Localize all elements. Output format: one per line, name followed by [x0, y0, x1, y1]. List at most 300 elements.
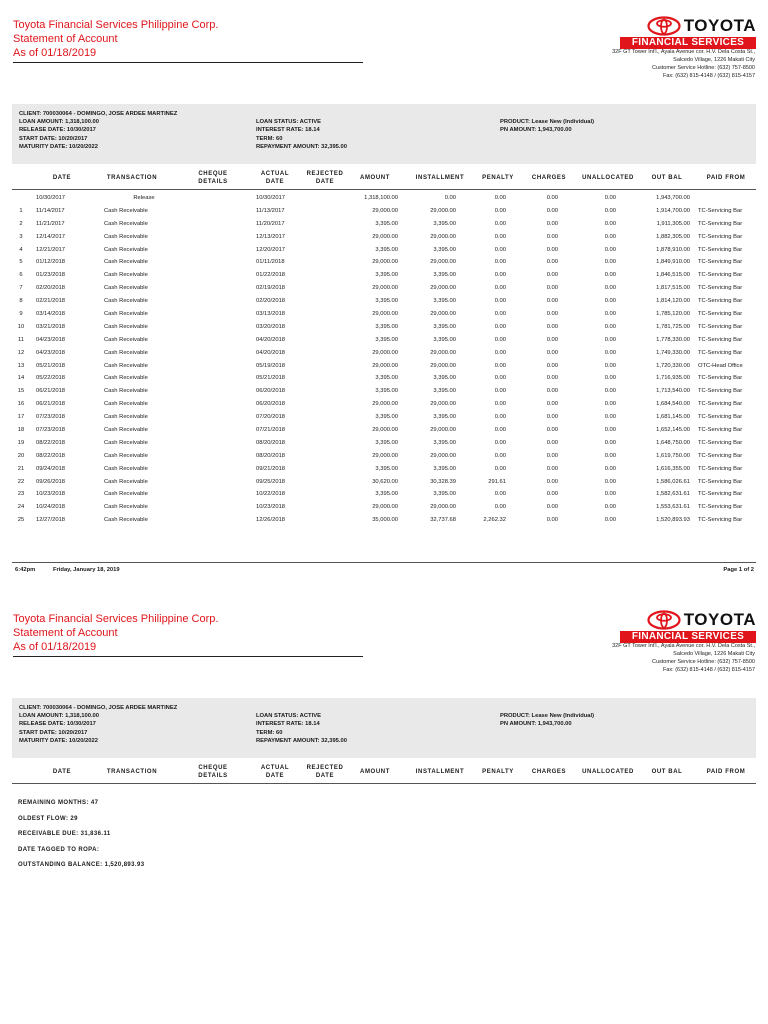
row-date: 09/26/2018 [36, 478, 66, 485]
row-installment: 3,395.00 [433, 298, 456, 305]
row-actual-date: 11/13/2017 [256, 207, 285, 214]
row-transaction: Cash Receivable [104, 362, 148, 369]
row-paid-from: TC-Servicing Bar [698, 285, 743, 292]
row-out-bal: 1,684,540.00 [656, 401, 690, 408]
row-penalty: 0.00 [494, 439, 506, 446]
row-number: 22 [17, 478, 25, 485]
row-actual-date: 10/30/2017 [256, 195, 286, 201]
row-transaction: Cash Receivable [104, 414, 148, 421]
row-out-bal: 1,652,145.00 [656, 427, 690, 434]
row-out-bal: 1,616,355.00 [656, 465, 690, 472]
row-number: 17 [17, 414, 25, 421]
row-actual-date: 10/22/2018 [256, 491, 286, 498]
row-out-bal: 1,814,120.00 [656, 298, 690, 305]
row-unallocated: 0.00 [604, 439, 616, 446]
date-tagged-to-ropa: DATE TAGGED TO ROPA: [18, 846, 100, 853]
row-transaction: Cash Receivable [104, 336, 148, 343]
table-row [12, 218, 756, 231]
row-installment: 3,395.00 [433, 439, 456, 446]
row-out-bal: 1,713,540.00 [656, 388, 690, 395]
row-actual-date: 12/13/2017 [256, 233, 286, 240]
table-row [12, 476, 756, 489]
row-actual-date: 04/20/2018 [256, 349, 286, 356]
row-amount: 30,620.00 [372, 478, 398, 485]
col-cheque-details: CHEQUE DETAILS [198, 171, 228, 185]
col-transaction: TRANSACTION [106, 769, 158, 775]
row-unallocated: 0.00 [604, 362, 616, 369]
row-out-bal: 1,849,910.00 [656, 259, 690, 266]
row-penalty: 291.61 [488, 478, 506, 485]
row-actual-date: 03/20/2018 [256, 323, 286, 330]
row-amount: 3,395.00 [375, 220, 398, 227]
repayment-amount: REPAYMENT AMOUNT: 32,395.00 [256, 737, 347, 744]
row-installment: 29,000.00 [430, 504, 456, 511]
col-paid-from: PAID FROM [706, 175, 746, 181]
col-installment: INSTALLMENT [415, 175, 465, 181]
row-amount: 3,395.00 [375, 336, 398, 343]
row-penalty: 0.00 [494, 504, 506, 511]
row-unallocated: 0.00 [604, 465, 616, 472]
row-actual-date: 06/20/2018 [256, 401, 286, 408]
row-date: 11/21/2017 [36, 220, 65, 227]
row-number: 8 [19, 298, 23, 305]
row-date: 06/21/2018 [36, 401, 66, 408]
row-date: 07/23/2018 [36, 414, 66, 421]
document-title: Statement of Account [13, 627, 118, 639]
row-number: 18 [17, 427, 25, 434]
row-out-bal: 1,878,910.00 [656, 246, 690, 253]
col-date: DATE [52, 769, 72, 775]
row-transaction: Cash Receivable [104, 298, 148, 305]
row-charges: 0.00 [546, 259, 558, 266]
row-actual-date: 09/25/2018 [256, 478, 286, 485]
toyota-emblem-icon [647, 610, 681, 630]
row-penalty: 0.00 [494, 465, 506, 472]
row-penalty: 0.00 [494, 323, 506, 330]
row-paid-from: TC-Servicing Bar [698, 323, 743, 330]
address-line: 32F GT Tower Int'l., Ayala Avenue cor. H.V. Dela Costa St., [612, 49, 755, 55]
row-number: 19 [17, 439, 25, 446]
row-paid-from: TC-Servicing Bar [698, 246, 743, 253]
row-charges: 0.00 [546, 491, 558, 498]
row-amount: 29,000.00 [372, 401, 398, 408]
row-amount: 29,000.00 [372, 207, 398, 214]
row-paid-from: TC-Servicing Bar [698, 504, 743, 511]
row-charges: 0.00 [546, 388, 558, 395]
row-number: 2 [19, 220, 23, 227]
col-unallocated: UNALLOCATED [582, 769, 634, 775]
row-paid-from: TC-Servicing Bar [698, 259, 743, 266]
col-cheque-details: CHEQUE DETAILS [198, 765, 228, 779]
table-row [12, 244, 756, 257]
row-penalty: 0.00 [494, 349, 506, 356]
row-actual-date: 04/20/2018 [256, 336, 286, 343]
interest-rate: INTEREST RATE: 18.14 [256, 127, 320, 134]
account-summary [18, 800, 144, 878]
row-out-bal: 1,681,145.00 [656, 414, 690, 421]
row-penalty: 0.00 [494, 233, 506, 240]
row-penalty: 0.00 [494, 195, 506, 201]
row-paid-from: TC-Servicing Bar [698, 272, 743, 279]
row-number: 14 [17, 375, 25, 382]
row-date: 07/23/2018 [36, 427, 66, 434]
row-amount: 3,395.00 [375, 298, 398, 305]
row-charges: 0.00 [546, 375, 558, 382]
address-line: Salcedo Village, 1226 Makati City [673, 57, 755, 63]
pn-amount: PN AMOUNT: 1,943,700.00 [500, 127, 572, 134]
fax: Fax: (632) 815-4148 / (632) 815-4157 [662, 73, 755, 79]
table-row [12, 334, 756, 347]
row-unallocated: 0.00 [604, 285, 616, 292]
print-date: Friday, January 18, 2019 [53, 567, 120, 573]
row-date: 11/14/2017 [36, 207, 65, 214]
row-date: 10/23/2018 [36, 491, 66, 498]
row-paid-from: TC-Servicing Bar [698, 491, 743, 498]
row-amount: 3,395.00 [375, 414, 398, 421]
row-amount: 3,395.00 [375, 388, 398, 395]
row-number: 4 [19, 246, 23, 253]
loan-amount: LOAN AMOUNT: 1,318,100.00 [19, 119, 100, 126]
row-unallocated: 0.00 [604, 427, 616, 434]
row-charges: 0.00 [546, 452, 558, 459]
row-out-bal: 1,648,750.00 [656, 439, 690, 446]
row-out-bal: 1,882,305.00 [656, 233, 690, 240]
toyota-logo [620, 16, 756, 48]
row-transaction: Cash Receivable [104, 388, 148, 395]
table-row [12, 398, 756, 411]
hotline: Customer Service Hotline: (632) 757-8500 [651, 659, 755, 665]
row-out-bal: 1,785,120.00 [656, 311, 690, 318]
row-installment: 3,395.00 [433, 323, 456, 330]
col-penalty: PENALTY [482, 769, 514, 775]
row-installment: 3,395.00 [433, 491, 456, 498]
row-out-bal: 1,846,515.00 [656, 272, 690, 279]
row-actual-date: 08/20/2018 [256, 452, 286, 459]
row-out-bal: 1,749,330.00 [656, 349, 690, 356]
row-date: 12/21/2017 [36, 246, 66, 253]
table-row [12, 347, 756, 360]
title-block [13, 612, 363, 657]
table-row [12, 501, 756, 514]
row-date: 10/30/2017 [36, 195, 66, 201]
col-out-bal: OUT BAL [651, 769, 683, 775]
row-date: 01/23/2018 [36, 272, 66, 279]
row-unallocated: 0.00 [604, 414, 616, 421]
row-penalty: 0.00 [494, 401, 506, 408]
row-installment: 29,000.00 [430, 427, 456, 434]
product: PRODUCT: Lease New (Individual) [500, 119, 595, 126]
row-paid-from: TC-Servicing Bar [698, 311, 743, 318]
row-amount: 29,000.00 [372, 285, 398, 292]
client-info-box [12, 104, 756, 164]
row-amount: 29,000.00 [372, 362, 398, 369]
logo-subtitle: FINANCIAL SERVICES [620, 37, 756, 49]
table-row [12, 488, 756, 501]
row-out-bal: 1,619,750.00 [656, 452, 690, 459]
remaining-months: REMAINING MONTHS: 47 [18, 800, 99, 806]
row-amount: 3,395.00 [375, 246, 398, 253]
col-date: DATE [52, 175, 72, 181]
row-penalty: 0.00 [494, 491, 506, 498]
col-penalty: PENALTY [482, 175, 514, 181]
row-installment: 29,000.00 [430, 452, 456, 459]
row-number: 23 [17, 491, 25, 498]
row-amount: 3,395.00 [375, 323, 398, 330]
row-installment: 29,000.00 [430, 311, 456, 318]
col-out-bal: OUT BAL [651, 175, 683, 181]
row-charges: 0.00 [546, 336, 558, 343]
table-row [12, 282, 756, 295]
col-actual-date: ACTUAL DATE [260, 171, 290, 185]
row-date: 05/22/2018 [36, 375, 66, 382]
row-number: 13 [17, 362, 25, 369]
row-number: 25 [17, 517, 25, 524]
col-amount: AMOUNT [360, 769, 390, 775]
row-out-bal: 1,911,305.00 [656, 220, 690, 227]
row-number: 16 [17, 401, 25, 408]
row-transaction: Release [133, 195, 155, 201]
address-line: Salcedo Village, 1226 Makati City [673, 651, 755, 657]
row-date: 03/21/2018 [36, 323, 66, 330]
row-transaction: Cash Receivable [104, 259, 148, 266]
row-actual-date: 12/26/2018 [256, 517, 286, 524]
row-paid-from: TC-Servicing Bar [698, 298, 743, 305]
row-installment: 0.00 [444, 195, 456, 201]
row-unallocated: 0.00 [604, 272, 616, 279]
release-date: RELEASE DATE: 10/30/2017 [19, 721, 96, 728]
row-installment: 3,395.00 [433, 465, 456, 472]
row-installment: 32,737.68 [430, 517, 456, 524]
row-number: 10 [17, 323, 25, 330]
row-installment: 3,395.00 [433, 220, 456, 227]
row-unallocated: 0.00 [604, 401, 616, 408]
maturity-date: MATURITY DATE: 10/20/2022 [19, 737, 98, 744]
row-unallocated: 0.00 [604, 311, 616, 318]
row-unallocated: 0.00 [604, 207, 616, 214]
table-row [12, 205, 756, 218]
row-charges: 0.00 [546, 298, 558, 305]
row-actual-date: 03/13/2018 [256, 311, 286, 318]
row-actual-date: 09/21/2018 [256, 465, 286, 472]
row-out-bal: 1,582,631.61 [656, 491, 690, 498]
row-actual-date: 02/19/2018 [256, 285, 286, 292]
row-actual-date: 01/22/2018 [256, 272, 286, 279]
row-date: 03/14/2018 [36, 311, 66, 318]
loan-amount: LOAN AMOUNT: 1,318,100.00 [19, 713, 100, 720]
row-out-bal: 1,778,330.00 [656, 336, 690, 343]
row-installment: 3,395.00 [433, 246, 456, 253]
row-paid-from: TC-Servicing Bar [698, 349, 743, 356]
company-name: Toyota Financial Services Philippine Corp. [13, 613, 219, 625]
table-row [12, 360, 756, 373]
table-header [12, 166, 756, 190]
row-penalty: 0.00 [494, 272, 506, 279]
pn-amount: PN AMOUNT: 1,943,700.00 [500, 721, 572, 728]
row-transaction: Cash Receivable [104, 504, 148, 511]
row-charges: 0.00 [546, 311, 558, 318]
company-address [612, 642, 755, 674]
oldest-flow: OLDEST FLOW: 29 [18, 815, 78, 822]
row-transaction: Cash Receivable [104, 517, 148, 524]
row-penalty: 0.00 [494, 207, 506, 214]
row-amount: 1,318,100.00 [364, 195, 398, 201]
row-charges: 0.00 [546, 401, 558, 408]
row-installment: 29,000.00 [430, 207, 456, 214]
row-penalty: 0.00 [494, 452, 506, 459]
row-date: 08/22/2018 [36, 439, 66, 446]
row-unallocated: 0.00 [604, 233, 616, 240]
table-row [12, 295, 756, 308]
table-row [12, 256, 756, 269]
row-amount: 29,000.00 [372, 452, 398, 459]
row-charges: 0.00 [546, 323, 558, 330]
row-unallocated: 0.00 [604, 195, 616, 201]
row-actual-date: 01/11/2018 [256, 259, 285, 266]
page-number: Page 1 of 2 [723, 567, 754, 573]
term: TERM: 60 [256, 135, 283, 142]
row-date: 09/24/2018 [36, 465, 66, 472]
row-installment: 29,000.00 [430, 259, 456, 266]
row-date: 06/21/2018 [36, 388, 66, 395]
product: PRODUCT: Lease New (Individual) [500, 713, 595, 720]
row-out-bal: 1,720,330.00 [656, 362, 690, 369]
row-charges: 0.00 [546, 246, 558, 253]
row-actual-date: 11/20/2017 [256, 220, 285, 227]
start-date: START DATE: 10/20/2017 [19, 135, 88, 142]
col-actual-date: ACTUAL DATE [260, 765, 290, 779]
row-charges: 0.00 [546, 285, 558, 292]
row-number: 24 [17, 504, 25, 511]
row-installment: 30,328.39 [430, 478, 456, 485]
row-paid-from: TC-Servicing Bar [698, 478, 743, 485]
row-charges: 0.00 [546, 272, 558, 279]
row-unallocated: 0.00 [604, 517, 616, 524]
table-row [12, 192, 756, 205]
col-unallocated: UNALLOCATED [582, 175, 634, 181]
row-unallocated: 0.00 [604, 323, 616, 330]
row-paid-from: TC-Servicing Bar [698, 452, 743, 459]
row-unallocated: 0.00 [604, 246, 616, 253]
row-out-bal: 1,520,893.93 [656, 517, 690, 524]
table-row [12, 385, 756, 398]
row-installment: 29,000.00 [430, 349, 456, 356]
row-paid-from: TC-Servicing Bar [698, 207, 743, 214]
client-name: CLIENT: 700030064 - DOMINGO, JOSE ARDEE MARTINEZ [19, 111, 178, 117]
row-unallocated: 0.00 [604, 259, 616, 266]
start-date: START DATE: 10/20/2017 [19, 729, 88, 736]
row-actual-date: 06/20/2018 [256, 388, 286, 395]
row-amount: 29,000.00 [372, 233, 398, 240]
row-paid-from: TC-Servicing Bar [698, 220, 743, 227]
company-name: Toyota Financial Services Philippine Corp. [13, 19, 219, 31]
row-actual-date: 02/20/2018 [256, 298, 286, 305]
row-transaction: Cash Receivable [104, 285, 148, 292]
row-actual-date: 08/20/2018 [256, 439, 286, 446]
col-rejected-date: REJECTED DATE [306, 171, 344, 185]
row-installment: 3,395.00 [433, 375, 456, 382]
row-date: 04/23/2018 [36, 349, 66, 356]
row-transaction: Cash Receivable [104, 272, 148, 279]
row-date: 01/12/2018 [36, 259, 66, 266]
row-penalty: 2,262.32 [483, 517, 506, 524]
row-date: 12/14/2017 [36, 233, 66, 240]
row-out-bal: 1,943,700.00 [656, 195, 690, 201]
row-paid-from: TC-Servicing Bar [698, 427, 743, 434]
row-transaction: Cash Receivable [104, 246, 148, 253]
row-number: 1 [19, 207, 23, 214]
row-penalty: 0.00 [494, 311, 506, 318]
row-number: 11 [17, 336, 25, 343]
row-unallocated: 0.00 [604, 349, 616, 356]
col-amount: AMOUNT [360, 175, 390, 181]
row-unallocated: 0.00 [604, 452, 616, 459]
row-transaction: Cash Receivable [104, 401, 148, 408]
col-charges: CHARGES [531, 175, 567, 181]
row-amount: 3,395.00 [375, 491, 398, 498]
col-transaction: TRANSACTION [106, 175, 158, 181]
row-date: 04/23/2018 [36, 336, 66, 343]
row-paid-from: TC-Servicing Bar [698, 517, 743, 524]
table-row [12, 514, 756, 527]
row-transaction: Cash Receivable [104, 452, 148, 459]
row-out-bal: 1,586,026.61 [656, 478, 690, 485]
print-time: 6:42pm [15, 567, 36, 573]
row-penalty: 0.00 [494, 414, 506, 421]
receivable-due: RECEIVABLE DUE: 31,836.11 [18, 831, 111, 837]
client-info-box [12, 698, 756, 758]
row-charges: 0.00 [546, 439, 558, 446]
row-unallocated: 0.00 [604, 298, 616, 305]
row-out-bal: 1,716,935.00 [656, 375, 690, 382]
row-transaction: Cash Receivable [104, 323, 148, 330]
row-installment: 29,000.00 [430, 233, 456, 240]
table-row [12, 231, 756, 244]
row-charges: 0.00 [546, 427, 558, 434]
table-row [12, 372, 756, 385]
row-transaction: Cash Receivable [104, 207, 148, 214]
transaction-rows [12, 192, 756, 527]
table-row [12, 308, 756, 321]
row-unallocated: 0.00 [604, 504, 616, 511]
row-penalty: 0.00 [494, 285, 506, 292]
row-amount: 29,000.00 [372, 427, 398, 434]
row-paid-from: TC-Servicing Bar [698, 401, 743, 408]
row-penalty: 0.00 [494, 427, 506, 434]
row-transaction: Cash Receivable [104, 427, 148, 434]
table-row [12, 321, 756, 334]
toyota-logo [620, 610, 756, 642]
table-row [12, 424, 756, 437]
row-paid-from: TC-Servicing Bar [698, 388, 743, 395]
row-penalty: 0.00 [494, 336, 506, 343]
row-actual-date: 12/20/2017 [256, 246, 286, 253]
row-unallocated: 0.00 [604, 220, 616, 227]
col-charges: CHARGES [531, 769, 567, 775]
row-amount: 29,000.00 [372, 311, 398, 318]
logo-wordmark: TOYOTA [683, 16, 756, 35]
interest-rate: INTEREST RATE: 18.14 [256, 721, 320, 728]
row-amount: 3,395.00 [375, 439, 398, 446]
table-header [12, 760, 756, 784]
row-transaction: Cash Receivable [104, 349, 148, 356]
row-charges: 0.00 [546, 414, 558, 421]
row-out-bal: 1,781,725.00 [656, 323, 690, 330]
address-line: 32F GT Tower Int'l., Ayala Avenue cor. H.V. Dela Costa St., [612, 643, 755, 649]
client-name: CLIENT: 700030064 - DOMINGO, JOSE ARDEE MARTINEZ [19, 705, 178, 711]
fax: Fax: (632) 815-4148 / (632) 815-4157 [662, 667, 755, 673]
row-unallocated: 0.00 [604, 491, 616, 498]
row-penalty: 0.00 [494, 298, 506, 305]
